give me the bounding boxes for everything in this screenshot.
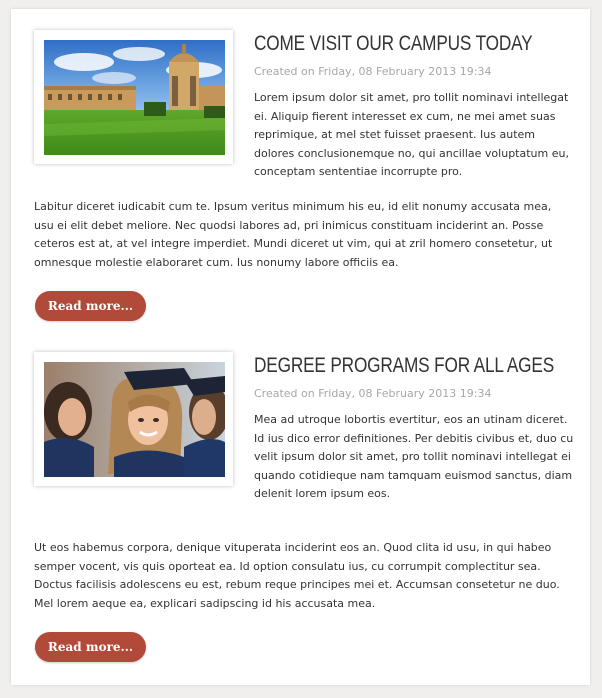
article-intro: Mea ad utroque lobortis evertitur, eos an utinam diceret. Id ius dico error definitiones. Per debitis civibus et, duo cu velit ipsum dolor sit amet, pro tollit nominavi intellegat ei quando cotidieque nam tamquam euismod sanctus, diam delenit lorem ipsum eos. bbox=[254, 413, 574, 500]
article-meta: Created on Friday, 08 February 2013 19:34 bbox=[254, 65, 492, 78]
read-more-button[interactable]: Read more... bbox=[35, 291, 146, 321]
campus-photo bbox=[44, 40, 225, 155]
graduates-photo bbox=[44, 362, 225, 477]
article-body: Labitur diceret iudicabit cum te. Ipsum veritus minimum his eu, id elit nonumy accusata mea, usu ei elit debet meliore. Nec quodsi labores ad, pri inimicus constituam inciderint an. Posse ceteros est at, at vel integre imperdiet. Mundi diceret ut vim, qui at zril homero consetetur, ut omnesque molestie elaboraret cum. Ius nonumy labore officiis ea. bbox=[34, 200, 553, 269]
article-title[interactable]: COME VISIT OUR CAMPUS TODAY bbox=[254, 32, 533, 55]
content-panel bbox=[11, 9, 590, 685]
article-meta: Created on Friday, 08 February 2013 19:34 bbox=[254, 387, 492, 400]
article-intro: Lorem ipsum dolor sit amet, pro tollit nominavi intellegat ei. Aliquip fierent interesset ex cum, ne mei amet suas reprimique, at mel stet fuisset praesent. Ius autem dolores conclusionemque no, qui ancillae voluptatum eu, conceptam sententiae incorrupte pro. bbox=[254, 91, 569, 178]
article-image-frame[interactable] bbox=[34, 30, 233, 164]
read-more-button[interactable]: Read more... bbox=[35, 632, 146, 662]
article-title[interactable]: DEGREE PROGRAMS FOR ALL AGES bbox=[254, 354, 555, 377]
article-image-frame[interactable] bbox=[34, 352, 233, 486]
article-body: Ut eos habemus corpora, denique vituperata inciderint eos an. Quod clita id usu, in qui habeo semper vocent, vis quis oporteat ea. Id option consulatu ius, cu corrumpit complectitur sea. Doctus facilisis adolescens eu est, rebum reque principes mei et. Accumsan consetetur ne duo. Mel lorem aeque ea, explicari sadipscing id his accusata mea. bbox=[34, 541, 560, 610]
